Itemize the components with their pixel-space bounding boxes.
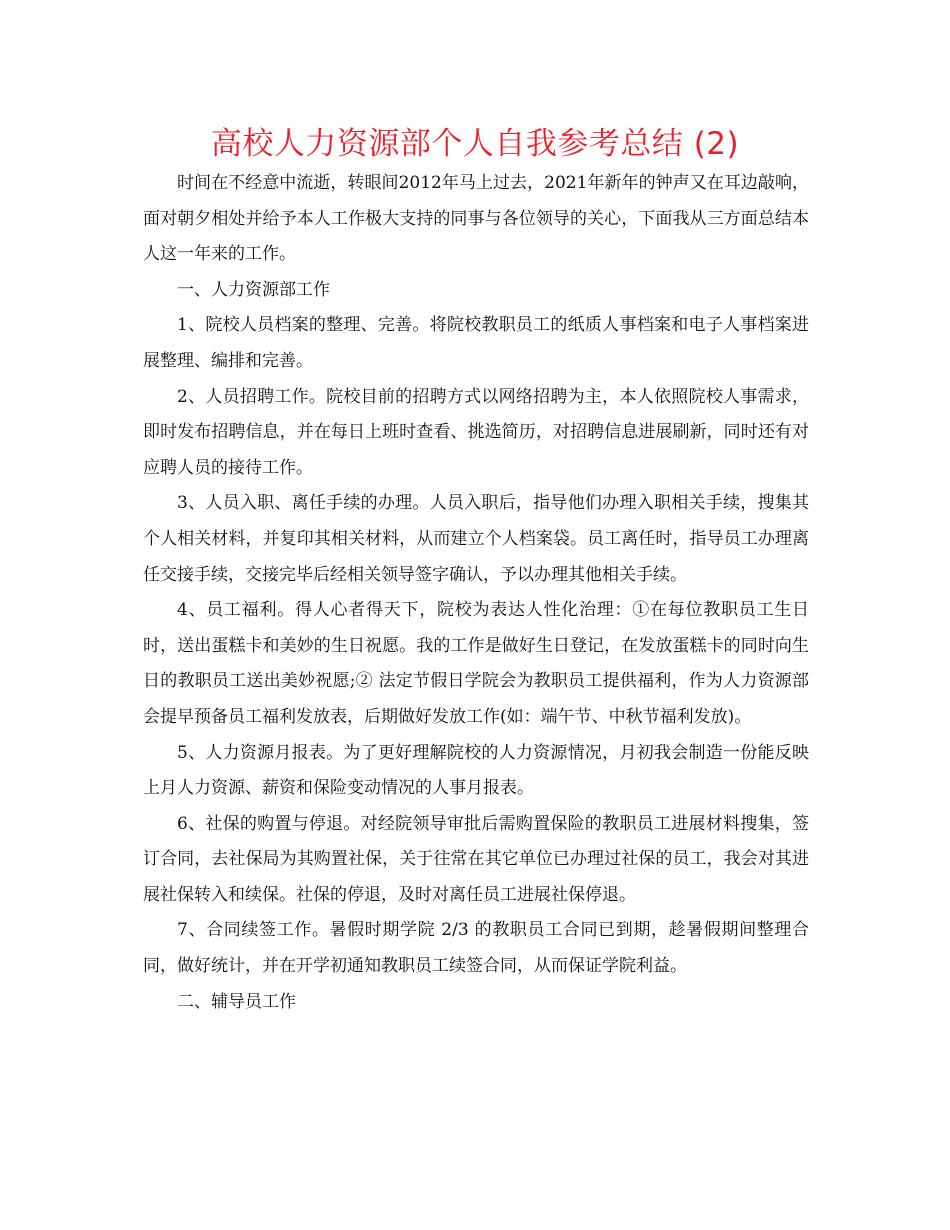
- paragraph-item-1: 1、院校人员档案的整理、完善。将院校教职员工的纸质人事档案和电子人事档案进展整理、编排和完善。: [143, 315, 809, 371]
- page-title: 高校人力资源部个人自我参考总结 (2): [210, 126, 740, 162]
- paragraph-item-3: 3、人员入职、离任手续的办理。人员入职后，指导他们办理入职相关手续，搜集其个人相关材料，并复印其相关材料，从而建立个人档案袋。员工离任时，指导员工办理离任交接手续，交接完毕后经相关领导签字确认，予以办理其他相关手续。: [143, 493, 809, 585]
- document-body: [143, 166, 809, 1020]
- section-heading-hr-work: 一、人力资源部工作: [177, 279, 330, 300]
- paragraph-item-2: 2、人员招聘工作。院校目前的招聘方式以网络招聘为主，本人依照院校人事需求，即时发布招聘信息，并在每日上班时查看、挑选简历，对招聘信息进展刷新，同时还有对应聘人员的接待工作。: [143, 386, 809, 478]
- paragraph-item-5: 5、人力资源月报表。为了更好理解院校的人力资源情况，月初我会制造一份能反映上月人力资源、薪资和保险变动情况的人事月报表。: [143, 742, 809, 799]
- section-heading-counselor-work: 二、辅导员工作: [177, 991, 296, 1012]
- paragraph-item-4: 4、员工福利。得人心者得天下，院校为表达人性化治理：①在每位教职员工生日时，送出蛋糕卡和美妙的生日祝愿。我的工作是做好生日登记，在发放蛋糕卡的同时向生日的教职员工送出美妙祝愿;② 法定节假日学院会为教职员工提供福利，作为人力资源部会提早预备员工福利发放表，后期做好发放工作(如：端午节、中秋节福利发放)。: [143, 600, 809, 727]
- paragraph-item-6: 6、社保的购置与停退。对经院领导审批后需购置保险的教职员工进展材料搜集，签订合同，去社保局为其购置社保，关于往常在其它单位已办理过社保的员工，我会对其进展社保转入和续保。社保的停退，及时对离任员工进展社保停退。: [143, 813, 809, 905]
- paragraph-intro: 时间在不经意中流逝，转眼间2012年马上过去，2021年新年的钟声又在耳边敲响，面对朝夕相处并给予本人工作极大支持的同事与各位领导的关心，下面我从三方面总结本人这一年来的工作。: [143, 173, 809, 265]
- paragraph-item-7: 7、合同续签工作。暑假时期学院 2/3 的教职员工合同已到期，趁暑假期间整理合同，做好统计，并在开学初通知教职员工续签合同，从而保证学院利益。: [143, 920, 809, 977]
